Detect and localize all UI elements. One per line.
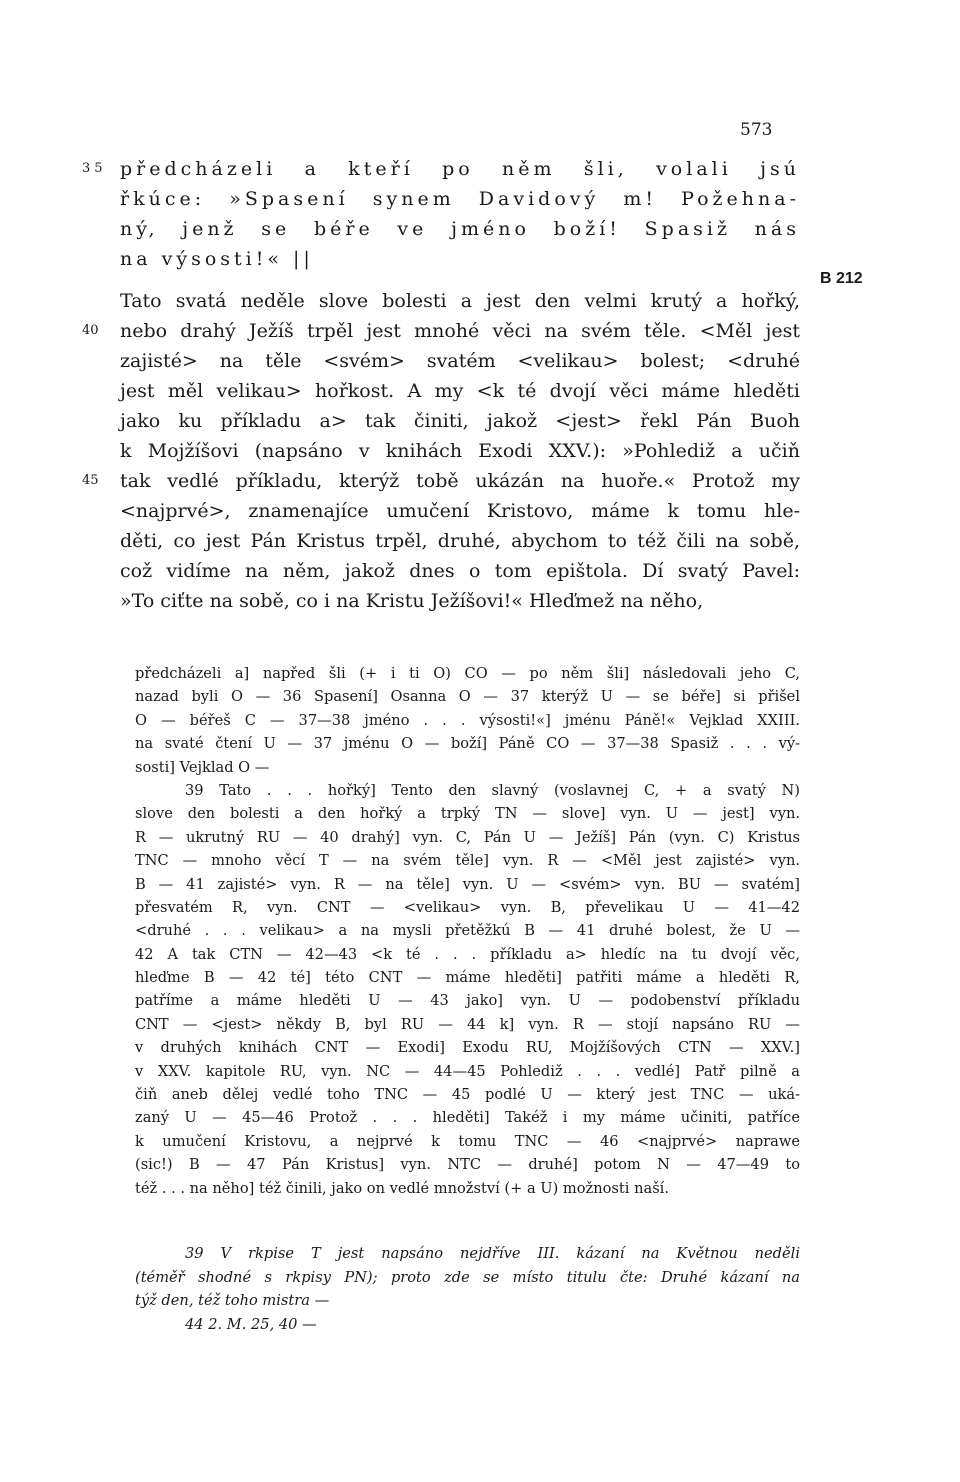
line-text: nebo drahý Ježíš trpěl jest mnohé věci na svém těle. <Měl jest — [120, 320, 800, 342]
line-text: »To ciťte na sobě, co i na Kristu Ježíšovi!« Hleďmež na něho, — [120, 590, 704, 612]
line-text: <najprvé>, znamenajíce umučení Kristovo, máme k tomu hle- — [120, 500, 800, 522]
text-line — [120, 184, 800, 214]
apparatus-line: předcházeli a] napřed šli (+ i ti O) CO — po něm šli] následovali jeho C, — [135, 665, 800, 682]
apparatus-line: R — ukrutný RU — 40 drahý] vyn. C, Pán U — Ježíš] Pán (vyn. C) Kristus — [135, 828, 800, 846]
apparatus-line: sosti] Vejklad O — — [135, 758, 270, 776]
text-line — [82, 154, 800, 184]
line-text: ný, jenž se béře ve jméno boží! Spasiž nás — [120, 218, 800, 240]
text-line — [120, 586, 800, 616]
apparatus-line: nazad byli O — 36 Spasení] Osanna O — 37 kterýž U — se béře] si přišel — [135, 688, 800, 706]
line-number: 45 — [82, 473, 99, 488]
text-line — [120, 406, 800, 436]
text-line — [120, 244, 800, 274]
apparatus-line: přesvatém R, vyn. CNT — <velikau> vyn. B, převelikau U — 41—42 — [135, 898, 800, 916]
apparatus-line: k umučení Kristovu, a nejprvé k tomu TNC — 46 <najprvé> naprawe — [135, 1132, 800, 1150]
footnote-line: týž den, též toho mistra — — [135, 1292, 330, 1310]
line-text: což vidíme na něm, jakož dnes o tom epištola. Dí svatý Pavel: — [120, 560, 800, 582]
line-text: zajisté> na těle <svém> svatém <velikau> bolest; <druhé — [120, 350, 800, 372]
line-text: jest měl velikau> hořkost. A my <k té dvojí věci máme hleděti — [120, 380, 800, 402]
margin-reference: B 212 — [820, 270, 863, 287]
text-line — [120, 436, 800, 466]
line-text: Tato svatá neděle slove bolesti a jest den velmi krutý a hořký, — [120, 290, 800, 312]
text-line — [82, 466, 800, 496]
apparatus-line: TNC — mnoho věcí T — na svém těle] vyn. R — <Měl jest zajisté> vyn. — [135, 852, 800, 870]
line-text: děti, co jest Pán Kristus trpěl, druhé, abychom to též čili na sobě, — [120, 530, 800, 552]
text-line — [120, 376, 800, 406]
line-text: předcházeli a kteří po něm šli, volali jsú — [120, 158, 800, 180]
paragraph-gap — [120, 274, 800, 286]
text-line — [120, 496, 800, 526]
apparatus-line: hleďme B — 42 té] této CNT — máme hleděti] patřiti máme a hleděti R, — [135, 969, 800, 987]
text-line — [120, 346, 800, 376]
apparatus-line: 42 A tak CTN — 42—43 <k té . . . příkladu a> hledíc na tu dvojí věc, — [135, 945, 800, 963]
text-line — [120, 526, 800, 556]
critical-apparatus — [135, 662, 800, 1200]
footnote-line: 44 2. M. 25, 40 — — [185, 1315, 317, 1333]
line-text: tak vedlé příkladu, kterýž tobě ukázán na huoře.« Protož my — [120, 470, 800, 492]
line-text: řkúce: »Spasení synem Davidový m! Požehna- — [120, 188, 800, 210]
main-text — [82, 154, 800, 616]
line-text: k Mojžíšovi (napsáno v knihách Exodi XXV.): »Pohlediž a učiň — [120, 440, 800, 462]
apparatus-line: čiň aneb dělej vedlé toho TNC — 45 podlé U — který jest TNC — uká- — [135, 1086, 800, 1104]
text-line — [120, 556, 800, 586]
apparatus-line: patříme a máme hleděti U — 43 jako] vyn. U — podobenství příkladu — [135, 992, 800, 1010]
footnote-line: 39 V rkpise T jest napsáno nejdříve III. kázaní na Květnou neděli — [185, 1245, 800, 1262]
apparatus-line: v XXV. kapitole RU, vyn. NC — 44—45 Pohlediž . . . vedlé] Patř pilně a — [135, 1062, 800, 1080]
line-text: jako ku příkladu a> tak činiti, jakož <jest> řekl Pán Buoh — [120, 410, 800, 432]
footnote-line: (téměř shodné s rkpisy PN); proto zde se místo titulu čte: Druhé kázaní na — [135, 1268, 800, 1286]
page-number: 573 — [740, 120, 773, 140]
text-line — [120, 286, 800, 316]
apparatus-line: <druhé . . . velikau> a na mysli přetěžkú B — 41 druhé bolest, že U — — [135, 922, 800, 940]
apparatus-line: 39 Tato . . . hořký] Tento den slavný (voslavnej C, + a svatý N) — [185, 781, 800, 799]
apparatus-line: též . . . na něho] též činili, jako on vedlé množství (+ a U) možnosti naší. — [135, 1179, 669, 1197]
text-line — [82, 316, 800, 346]
apparatus-line: O — béřeš C — 37—38 jméno . . . výsosti!«] jménu Páně!« Vejklad XXIII. — [135, 711, 800, 729]
apparatus-line: slove den bolesti a den hořký a trpký TN — slove] vyn. U — jest] vyn. — [135, 805, 800, 823]
apparatus-line: B — 41 zajisté> vyn. R — na těle] vyn. U — <svém> vyn. BU — svatém] — [135, 875, 800, 893]
apparatus-line: CNT — <jest> někdy B, byl RU — 44 k] vyn. R — stojí napsáno RU — — [135, 1015, 800, 1033]
apparatus-line: zaný U — 45—46 Protož . . . hleděti] Takéž i my máme učiniti, patříce — [135, 1109, 800, 1127]
apparatus-line: v druhých knihách CNT — Exodi] Exodu RU, Mojžíšových CTN — XXV.] — [135, 1039, 800, 1057]
line-number: 35 — [82, 161, 107, 176]
apparatus-line: na svaté čtení U — 37 jménu O — boží] Páně CO — 37—38 Spasiž . . . vý- — [135, 735, 800, 753]
line-text: na výsosti!« || — [120, 248, 314, 270]
footnote — [135, 1242, 800, 1336]
apparatus-line: (sic!) B — 47 Pán Kristus] vyn. NTC — druhé] potom N — 47—49 to — [135, 1156, 800, 1174]
text-line — [120, 214, 800, 244]
line-number: 40 — [82, 323, 99, 338]
